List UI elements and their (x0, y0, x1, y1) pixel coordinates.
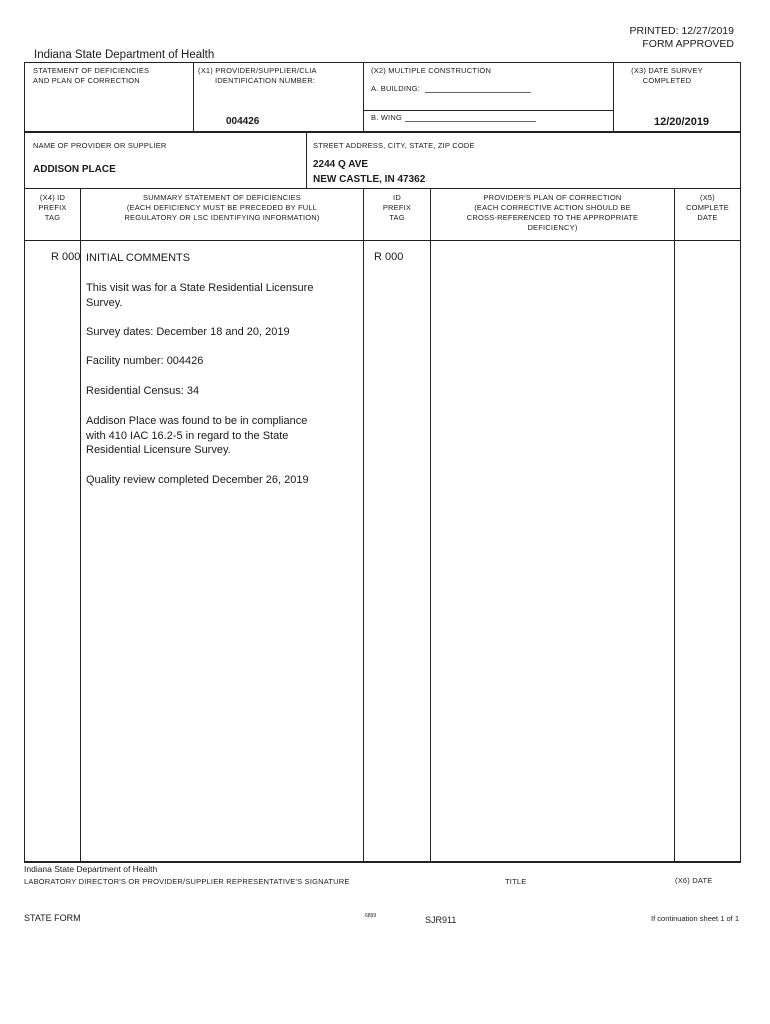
print-info (630, 25, 734, 51)
header-divider (24, 240, 741, 241)
x3-label: (X3) DATE SURVEY COMPLETED (631, 66, 703, 85)
entry-heading: INITIAL COMMENTS (86, 252, 191, 264)
divider (363, 110, 613, 111)
provider-name: ADDISON PLACE (33, 164, 116, 175)
col-header-id: ID PREFIX TAG (382, 193, 412, 222)
divider (740, 133, 741, 188)
col-header-summary: SUMMARY STATEMENT OF DEFICIENCIES (EACH DEFICIENCY MUST BE PRECEDED BY FULL REGULATORY OR LSC IDENTIFYING INFORMATION) (124, 193, 320, 222)
divider (306, 133, 307, 188)
address-label: STREET ADDRESS, CITY, STATE, ZIP CODE (313, 141, 475, 150)
agency-name: Indiana State Department of Health (34, 49, 215, 61)
form-approved: FORM APPROVED (642, 38, 734, 50)
provider-name-label: NAME OF PROVIDER OR SUPPLIER (33, 141, 167, 150)
paragraph-3: Facility number: 004426 (86, 355, 204, 367)
form-code: 6899 (365, 913, 377, 919)
printed-date: PRINTED: 12/27/2019 (629, 25, 734, 37)
divider (363, 62, 364, 133)
col-header-plan: PROVIDER'S PLAN OF CORRECTION (EACH CORRECTIVE ACTION SHOULD BE CROSS-REFERENCED TO THE APPROPRIATE DEFICIENCY) (466, 193, 639, 232)
x1-label: (X1) PROVIDER/SUPPLIER/CLIA IDENTIFICATION NUMBER: (198, 66, 317, 85)
tag-right: R 000 (374, 251, 404, 263)
continuation-sheet: If continuation sheet 1 of 1 (651, 914, 739, 923)
column-divider (674, 188, 675, 863)
footer-agency: Indiana State Department of Health (24, 864, 158, 874)
provider-id-value: 004426 (226, 116, 260, 127)
divider (24, 133, 25, 188)
address (313, 157, 425, 187)
column-divider (363, 188, 364, 863)
building-field (425, 92, 531, 93)
paragraph-4: Residential Census: 34 (86, 385, 200, 397)
column-divider (80, 188, 81, 863)
x2-label: (X2) MULTIPLE CONSTRUCTION (371, 66, 492, 75)
table-bottom-rule (24, 861, 741, 863)
event-id: SJR911 (425, 915, 457, 925)
title-label: TITLE (505, 877, 527, 886)
paragraph-2: Survey dates: December 18 and 20, 2019 (86, 326, 290, 338)
paragraph-5: Addison Place was found to be in compliance with 410 IAC 16.2-5 in regard to the State Residential Licensure Survey. (86, 415, 308, 456)
wing-field (405, 121, 536, 122)
paragraph-6: Quality review completed December 26, 2019 (86, 474, 309, 486)
tag-left: R 000 (51, 251, 81, 263)
survey-completed-date: 12/20/2019 (654, 116, 710, 128)
divider (193, 62, 194, 133)
col-header-x5: (X5) COMPLETE DATE (686, 193, 729, 222)
statement-label: STATEMENT OF DEFICIENCIES AND PLAN OF CORRECTION (33, 66, 150, 85)
top-box-bottom-rule (24, 131, 741, 133)
address-city: NEW CASTLE, IN 47362 (313, 174, 426, 185)
wing-label: B. WING (371, 113, 402, 122)
paragraph-1: This visit was for a State Residential Licensure Survey. (86, 282, 314, 309)
address-street: 2244 Q AVE (313, 159, 369, 170)
column-divider (430, 188, 431, 863)
x6-date-label: (X6) DATE (675, 876, 713, 885)
col-header-x4: (X4) ID PREFIX TAG (38, 193, 67, 222)
state-form-label: STATE FORM (24, 913, 81, 923)
building-label: A. BUILDING: (371, 84, 421, 93)
signature-label: LABORATORY DIRECTOR'S OR PROVIDER/SUPPLIER REPRESENTATIVE'S SIGNATURE (24, 877, 350, 886)
